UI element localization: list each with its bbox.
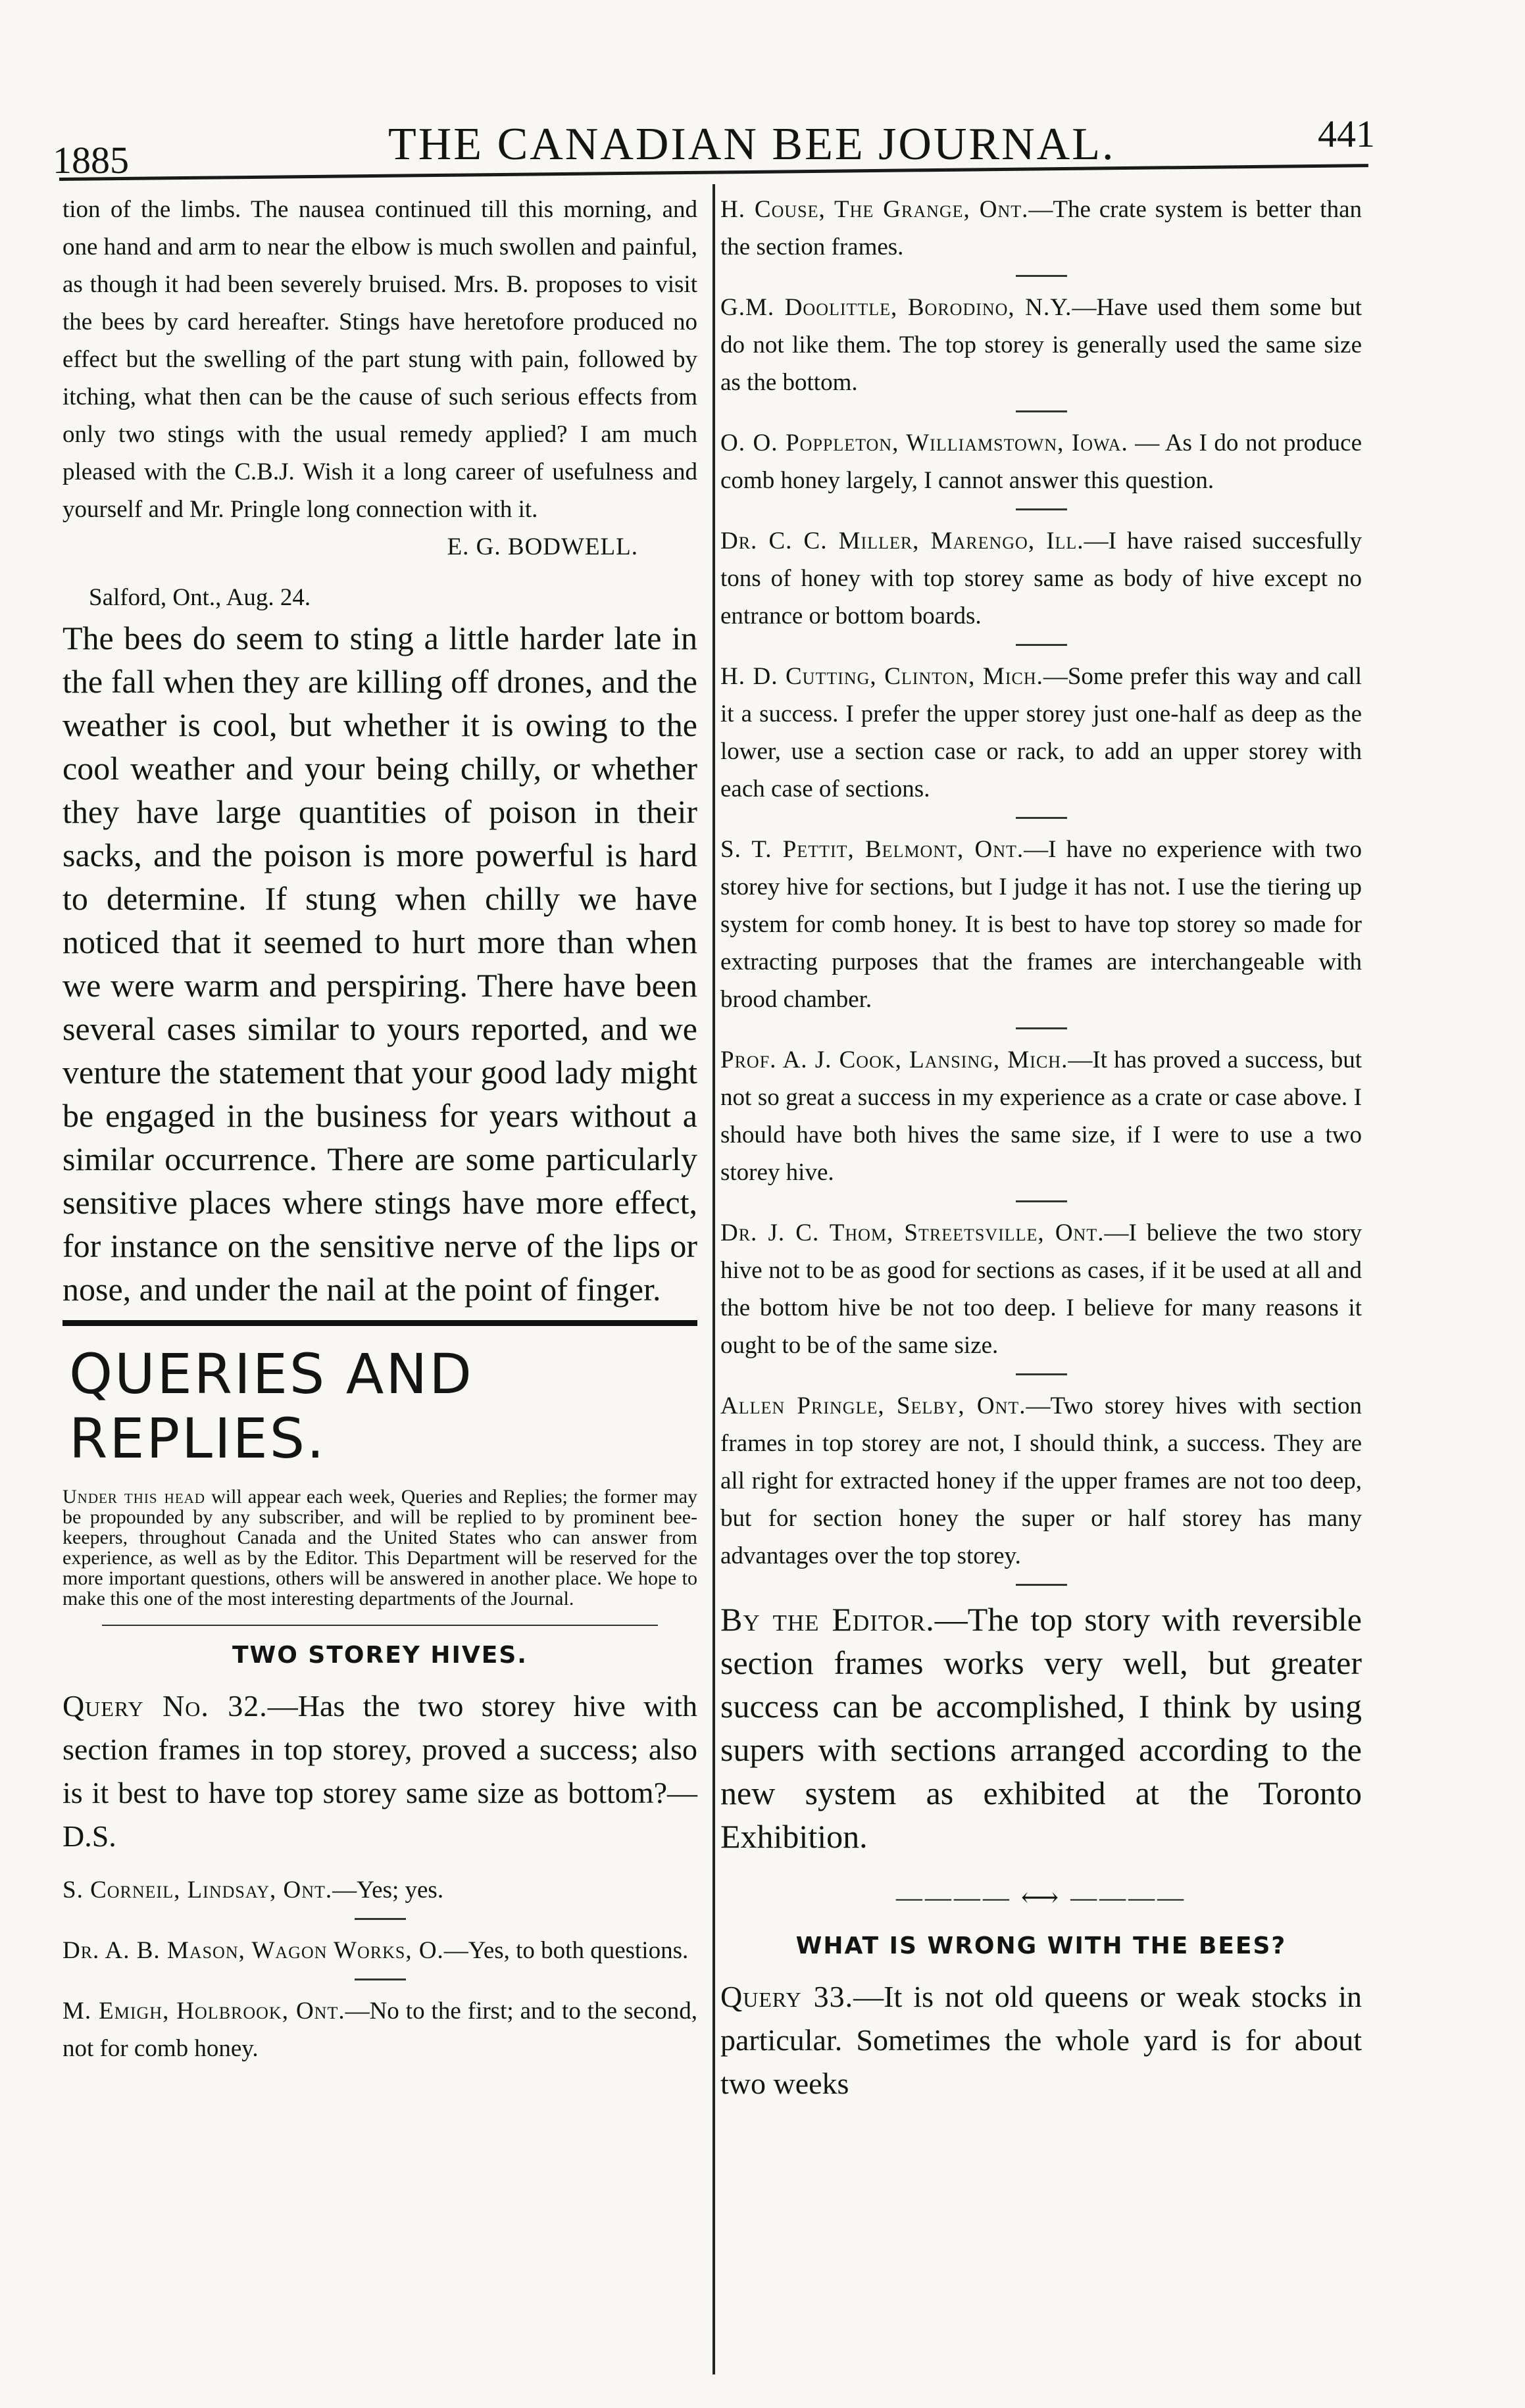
intro-lead: Under this head (63, 1486, 205, 1508)
reply-name: Dr. A. B. Mason, Wagon Works, O. (63, 1937, 444, 1964)
reply-text: —No to the first; and to the second, not for comb honey. (63, 1998, 697, 2062)
query-33-lead: Query 33. (720, 1980, 854, 2013)
reply-separator (355, 1978, 406, 1980)
query-32-lead: Query No. 32. (63, 1689, 268, 1723)
reply-separator (1016, 1373, 1067, 1375)
page-number: 441 (1318, 112, 1375, 155)
editor-text: —The top story with reversible section frames works very well, but greater success can be accomplished, I think by using supers with sections arranged according to the new system as exhibited at the Toronto Exhibition. (720, 1601, 1362, 1855)
reply-item (720, 1041, 1362, 1191)
reply-name: M. Emigh, Holbrook, Ont. (63, 1998, 345, 2025)
reply-text: —I have no experience with two storey hive for sections, but I judge it has not. I use the tiering up system for comb honey. It is best to have top storey so made for extracting purposes that the frames are interchangeable with brood chamber. (720, 836, 1362, 1013)
section-rule (63, 1320, 697, 1326)
reply-text: —The crate system is better than the section frames. (720, 196, 1362, 260)
queries-banner: QUERIES AND REPLIES. (69, 1342, 474, 1471)
letter-signature: E. G. BODWELL. (447, 533, 638, 560)
reply-text: — As I do not produce comb honey largely, I cannot answer this question. (720, 430, 1362, 494)
reply-item (720, 424, 1362, 499)
reply-text: —Yes; yes. (332, 1877, 444, 1904)
reply-name: Allen Pringle, Selby, Ont. (720, 1392, 1026, 1419)
dateline: Salford, Ont., Aug. 24. (89, 584, 311, 611)
reply-text: —Some prefer this way and call it a success. I prefer the upper storey just one-half as deep as the lower, use a section case or rack, to add an upper storey with each case of sections. (720, 663, 1362, 802)
reply-item (720, 289, 1362, 401)
reply-item (720, 191, 1362, 266)
reply-name: Dr. J. C. Thom, Streetsville, Ont. (720, 1219, 1105, 1246)
reply-name: S. Corneil, Lindsay, Ont. (63, 1877, 333, 1904)
column-divider (712, 184, 715, 2374)
editor-lead: By the Editor. (720, 1601, 935, 1638)
reply-item (63, 1871, 697, 1909)
department-intro (63, 1487, 697, 1609)
reply-name: Prof. A. J. Cook, Lansing, Mich. (720, 1046, 1068, 1073)
reply-text: —I have raised succesfully tons of honey with top storey same as body of hive except no entrance or bottom boards. (720, 528, 1362, 629)
reply-item (720, 522, 1362, 635)
ornamental-divider: ———— ⟷ ———— (895, 1882, 1187, 1912)
editor-answer (720, 1598, 1362, 1858)
reply-item (720, 831, 1362, 1018)
subheading-two-storey: TWO STOREY HIVES. (232, 1642, 528, 1669)
page-header (53, 99, 1375, 182)
reply-separator (1016, 508, 1067, 510)
reply-text: —I believe the two story hive not to be as good for sections as cases, if it be used at all and the bottom hive be not too deep. I believe for many reasons it ought to be of the same size. (720, 1219, 1362, 1359)
reply-item (720, 1214, 1362, 1364)
reply-name: Dr. C. C. Miller, Marengo, Ill. (720, 528, 1084, 554)
reply-separator (1016, 275, 1067, 277)
query-33-text: —It is not old queens or weak stocks in particular. Sometimes the whole yard is for about two weeks (720, 1980, 1362, 2100)
reply-item (63, 1932, 697, 1969)
reply-text: —Yes, to both questions. (443, 1937, 689, 1964)
reply-separator (1016, 644, 1067, 646)
subheading-wrong-bees: WHAT IS WRONG WITH THE BEES? (795, 1932, 1287, 1959)
intro-text: will appear each week, Queries and Replies; the former may be propounded by any subscriber, and will be replied to by prominent bee-keepers, throughout Canada and the United States who can answer from experience, as well as by the Editor. This Department will be reserved for the more important questions, others will be answered in another place. We hope to make this one of the most interesting departments of the Journal. (63, 1486, 698, 1609)
query-32 (63, 1684, 697, 1858)
reply-name: H. Couse, The Grange, Ont. (720, 196, 1029, 223)
letter-body: tion of the limbs. The nausea continued till this morning, and one hand and arm to near the elbow is much swollen and painful, as though it had been severely bruised. Mrs. B. proposes to visit the bees by card hereafter. Stings have heretofore produced no effect but the swelling of the part stung with pain, followed by itching, what then can be the cause of such serious effects from only two stings with the usual remedy applied? I am much pleased with the C.B.J. Wish it a long career of usefulness and yourself and Mr. Pringle long connection with it. (63, 196, 697, 523)
reply-item (720, 658, 1362, 808)
reply-item (720, 1387, 1362, 1575)
reply-separator (1016, 410, 1067, 412)
reply-separator (1016, 1584, 1067, 1586)
sub-rule (102, 1625, 658, 1626)
editor-reply: The bees do seem to sting a little harder late in the fall when they are killing off drones, and the weather is cool, but whether it is owing to the cool weather and your being chilly, or whether they have large quantities of poison in their sacks, and the poison is more powerful is hard to determine. If stung when chilly we have noticed that it seemed to hurt more than when we were warm and perspiring. There have been several cases similar to yours reported, and we venture the statement that your good lady might be engaged in the business for years without a similar occurrence. There are some particularly sensitive places where stings have more effect, for instance on the sensitive nerve of the lips or nose, and under the nail at the point of finger. (63, 620, 697, 1308)
reply-separator (1016, 1027, 1067, 1029)
header-year: 1885 (53, 139, 129, 182)
reply-name: O. O. Poppleton, Williamstown, Iowa. (720, 430, 1128, 456)
query-32-text: —Has the two storey hive with section frames in top storey, proved a success; also is it best to have top storey same size as bottom?—D.S. (63, 1689, 697, 1853)
reply-name: S. T. Pettit, Belmont, Ont. (720, 836, 1024, 863)
reply-item (63, 1992, 697, 2067)
reply-text: —It has proved a success, but not so great a success in my experience as a crate or case above. I should have both hives the same size, if I were to use a two storey hive. (720, 1046, 1362, 1186)
reply-text: —Two storey hives with section frames in top storey are not, I should think, a success. They are all right for extracted honey if the upper frames are not too deep, but for section honey the super or half storey has many advantages over the top storey. (720, 1392, 1362, 1569)
query-33 (720, 1975, 1362, 2105)
left-column (63, 191, 697, 2067)
journal-title: THE CANADIAN BEE JOURNAL. (388, 119, 1116, 170)
reply-separator (1016, 1200, 1067, 1202)
reply-separator (1016, 817, 1067, 819)
right-column (720, 191, 1362, 2105)
reply-name: G.M. Doolittle, Borodino, N.Y. (720, 294, 1072, 321)
reply-text: —Have used them some but do not like them. The top storey is generally used the same size as the bottom. (720, 294, 1362, 396)
reply-separator (355, 1918, 406, 1920)
reply-name: H. D. Cutting, Clinton, Mich. (720, 663, 1043, 690)
